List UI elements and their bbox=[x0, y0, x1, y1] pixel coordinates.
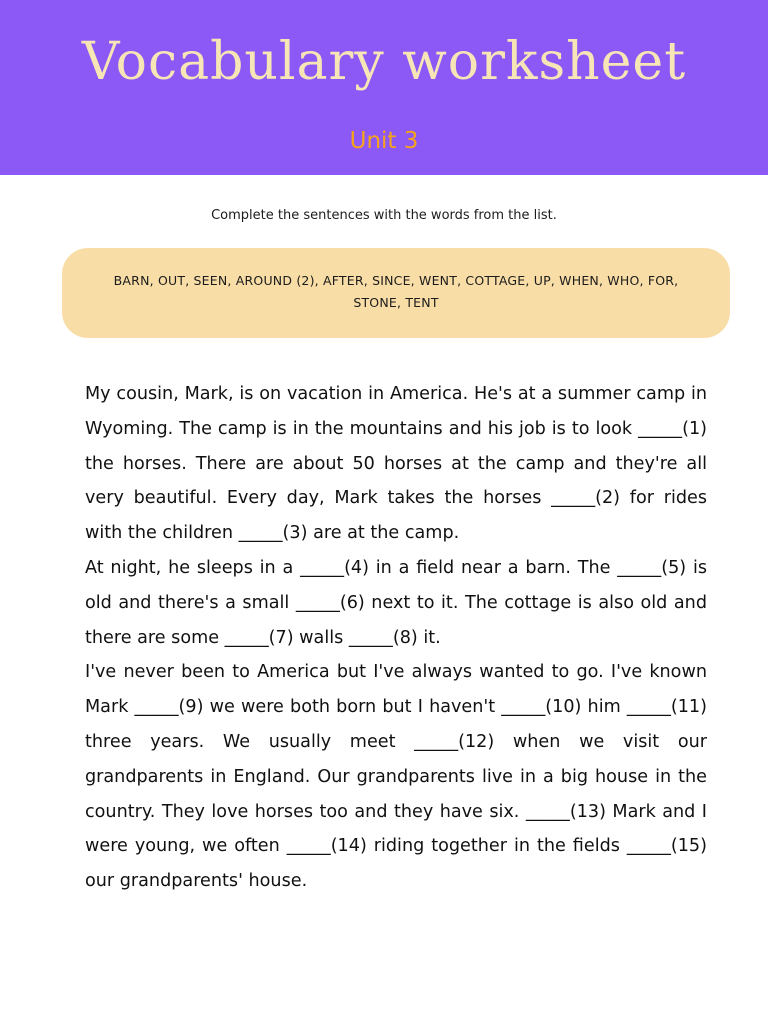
passage-paragraph-3: I've never been to America but I've always wanted to go. I've known Mark _____(9) we were both born but I haven't _____(10) him _____(11) three years. We usually meet _____(12) when we visit our grandparents in England. Our grandparents live in a big house in the country. They love horses too and they have six. _____(13) Mark and I were young, we often _____(14) riding together in the fields _____(15) our grandparents' house. bbox=[85, 662, 707, 892]
word-list-text: BARN, OUT, SEEN, AROUND (2), AFTER, SINCE, WENT, COTTAGE, UP, WHEN, WHO, FOR, STONE, TENT bbox=[113, 273, 679, 310]
unit-label: Unit 3 bbox=[349, 128, 419, 154]
word-list-box bbox=[62, 248, 730, 338]
instruction-text: Complete the sentences with the words from the list. bbox=[211, 208, 557, 223]
passage bbox=[85, 377, 707, 899]
page-title: Vocabulary worksheet bbox=[81, 32, 687, 92]
passage-paragraph-2: At night, he sleeps in a _____(4) in a field near a barn. The _____(5) is old and there's a small _____(6) next to it. The cottage is also old and there are some _____(7) walls _____(8) it. bbox=[85, 557, 707, 648]
header-banner bbox=[0, 0, 768, 175]
passage-paragraph-1: My cousin, Mark, is on vacation in America. He's at a summer camp in Wyoming. The camp is in the mountains and his job is to look _____(1) the horses. There are about 50 horses at the camp and they're all very beautiful. Every day, Mark takes the horses _____(2) for rides with the children _____(3) are at the camp. bbox=[85, 384, 707, 544]
